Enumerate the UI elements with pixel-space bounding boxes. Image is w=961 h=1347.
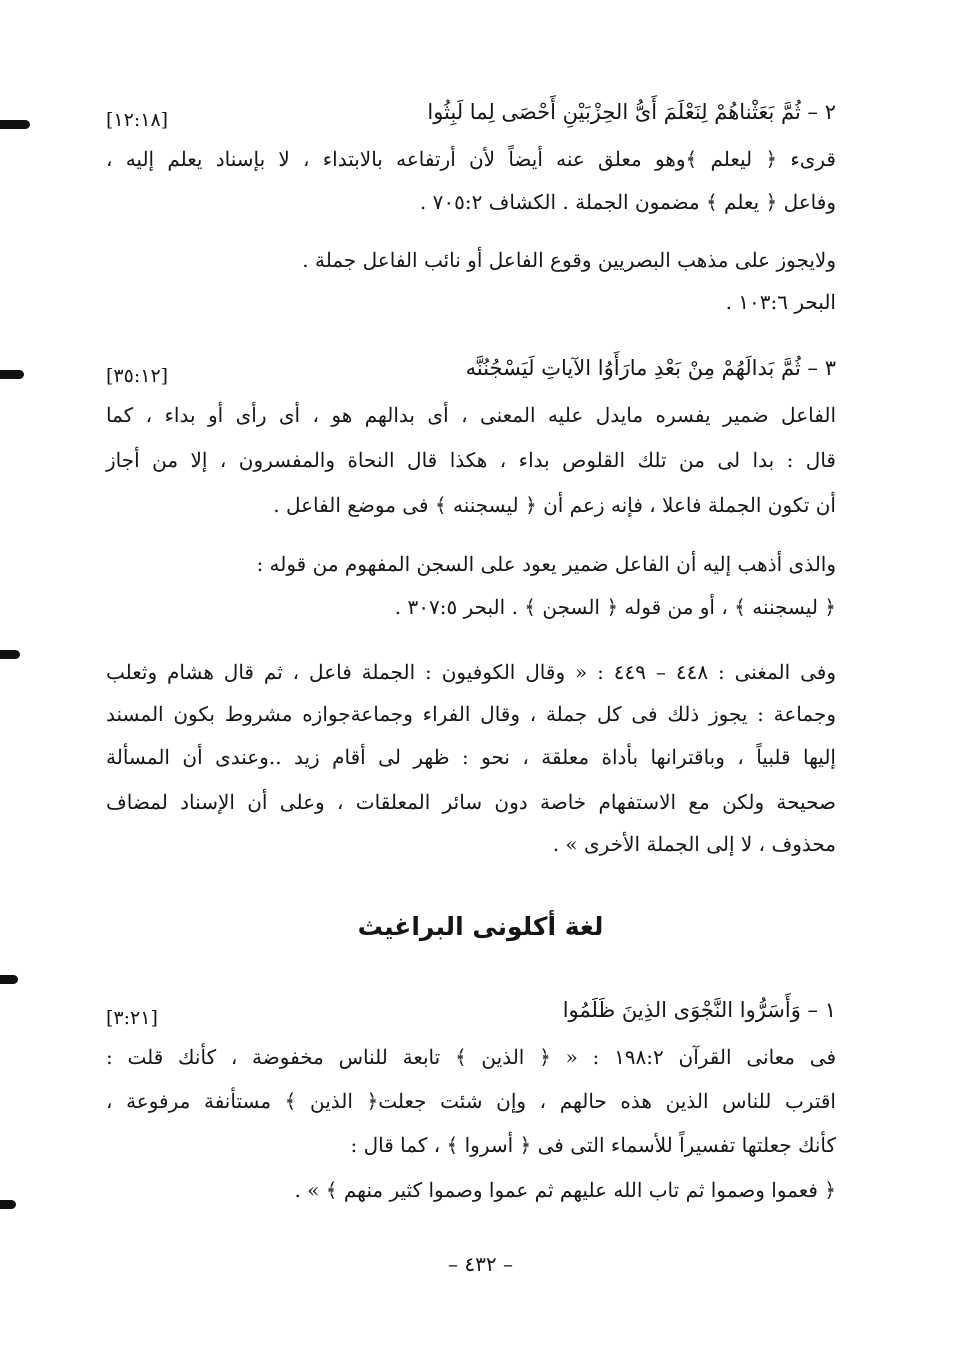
verse-heading: ٣ – ثُمَّ بَدالَهُمْ مِنْ بَعْدِ مارَأَوُا الآياتِ لَيَسْجُنُنَّه	[465, 356, 836, 380]
scan-edge-mark	[0, 650, 20, 659]
scan-edge-mark	[0, 1200, 16, 1209]
scan-edge-mark	[0, 975, 18, 984]
verse-reference: [٣:٢١]	[106, 1007, 158, 1029]
text-line: الفاعل ضمير يفسره مايدل عليه المعنى ، أى بدالهم هو ، أى رأى أو بداء ، كما	[106, 403, 836, 427]
section-heading: لغة أكلونى البراغيث	[357, 912, 604, 941]
text-line: كأنك جعلتها تفسيراً للأسماء التى فى ﴿ أسروا ﴾ ، كما قال :	[350, 1133, 836, 1157]
text-line: والذى أذهب إليه أن الفاعل ضمير يعود على السجن المفهوم من قوله :	[256, 552, 836, 576]
text-line: صحيحة ولكن مع الاستفهام خاصة دون سائر المعلقات ، وعلى أن الإسناد لمضاف	[106, 790, 836, 814]
text-line: وجماعة : يجوز ذلك فى كل جملة ، وقال الفراء وجماعةجوازه مشروط بكون المسند	[106, 702, 836, 726]
text-line: أن تكون الجملة فاعلا ، فإنه زعم أن ﴿ ليسجننه ﴾ فى موضع الفاعل .	[273, 493, 836, 517]
verse-reference: [٣٥:١٢]	[106, 365, 169, 387]
text-line: ولايجوز على مذهب البصريين وقوع الفاعل أو نائب الفاعل جملة .	[302, 248, 836, 272]
text-line: فى معانى القرآن ١٩٨:٢ : « ﴿ الذين ﴾ تابعة للناس مخفوضة ، كأنك قلت :	[106, 1045, 837, 1069]
text-line: اقترب للناس الذين هذه حالهم ، وإن شئت جعلت﴿ الذين ﴾ مستأنفة مرفوعة ،	[106, 1089, 836, 1113]
text-line: محذوف ، لا إلى الجملة الأخرى » .	[552, 832, 836, 856]
text-line: إليها قلبياً ، وباقترانها بأداة معلقة ، نحو : ظهر لى أقام زيد ..وعندى أن المسألة	[106, 745, 836, 769]
verse-heading: ٢ – ثُمَّ بَعَثْناهُمْ لِنَعْلَمَ أَىُّ الحِزْبَيْنِ أَحْصَى لِما لَبِثُوا	[427, 100, 836, 124]
page-number: – ٤٣٢ –	[448, 1252, 513, 1276]
verse-reference: [١٢:١٨]	[106, 109, 169, 131]
text-line: وفاعل ﴿ يعلم ﴾ مضمون الجملة . الكشاف ٧٠٥:٢ .	[419, 190, 836, 214]
scan-edge-mark	[0, 120, 30, 129]
scan-edge-mark	[0, 370, 24, 379]
text-line: قرىء ﴿ ليعلم ﴾وهو معلق عنه أيضاً لأن أرتفاعه بالابتداء ، لا بإسناد يعلم إليه ،	[106, 147, 836, 171]
text-line: وفى المغنى : ٤٤٨ – ٤٤٩ : « وقال الكوفيون : الجملة فاعل ، ثم قال هشام وثعلب	[106, 660, 836, 684]
text-line: ﴿ فعموا وصموا ثم تاب الله عليهم ثم عموا وصموا كثير منهم ﴾ » .	[294, 1178, 836, 1202]
verse-heading: ١ – وَأَسَرُّوا النَّجْوَى الذِينَ ظَلَمُوا	[562, 998, 836, 1022]
text-line: البحر ١٠٣:٦ .	[725, 290, 836, 314]
text-line: ﴿ ليسجننه ﴾ ، أو من قوله ﴿ السجن ﴾ . البحر ٣٠٧:٥ .	[394, 595, 836, 619]
text-line: قال : بدا لى من تلك القلوص بداء ، هكذا قال النحاة والمفسرون ، إلا من أجاز	[106, 448, 836, 472]
